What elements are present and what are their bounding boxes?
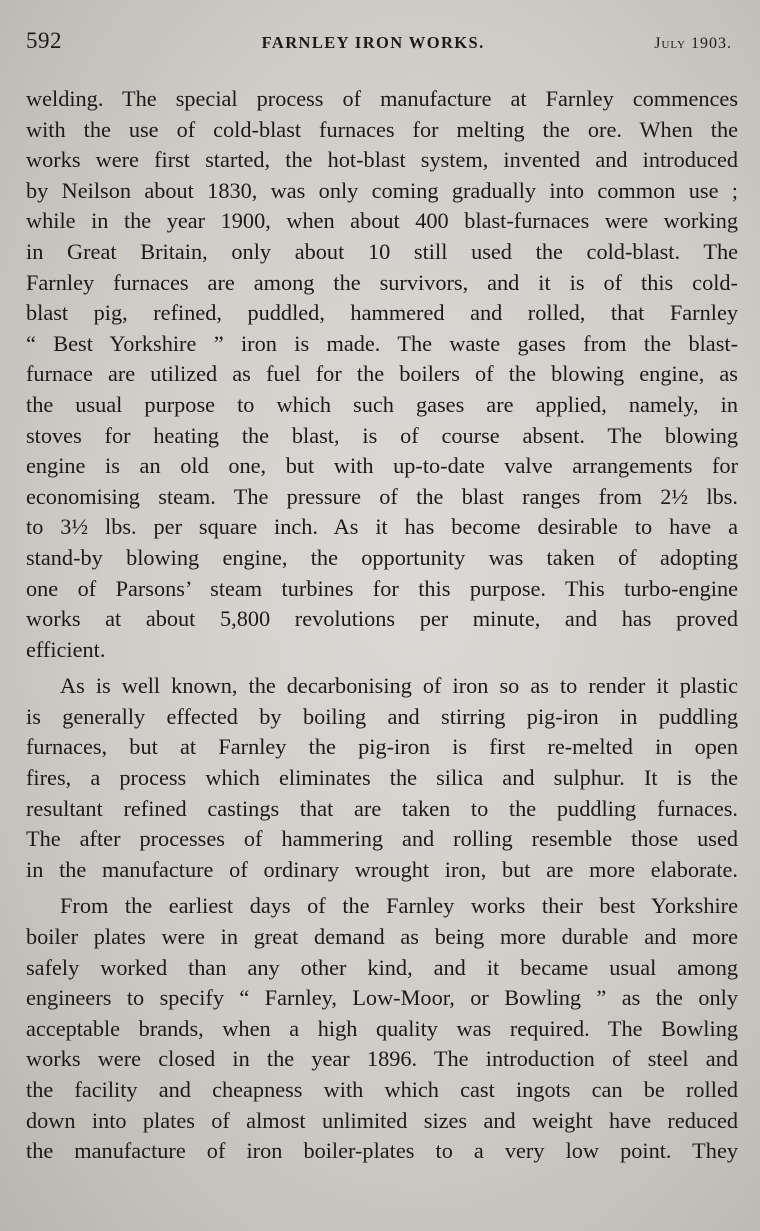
text-line: the usual purpose to which such gases are applied, namely, in — [26, 391, 738, 417]
text-line: with the use of cold-blast furnaces for melting the ore. When the — [26, 116, 738, 142]
text-line: the manufacture of iron boiler-plates to a very low point. They — [26, 1138, 738, 1164]
text-line: From the earliest days of the Farnley works their best Yorkshire — [60, 893, 738, 919]
text-line: resultant refined castings that are taken to the puddling furnaces. — [26, 795, 738, 821]
paragraph — [26, 891, 738, 1166]
text-line: welding. The special process of manufacture at Farnley commences — [26, 86, 738, 111]
text-line: works were closed in the year 1896. The introduction of steel and — [26, 1046, 738, 1072]
text-line: As is well known, the decarbonising of iron so as to render it plastic — [60, 673, 738, 699]
text-line: blast pig, refined, puddled, hammered and rolled, that Farnley — [26, 300, 738, 326]
text-line: the facility and cheapness with which cast ingots can be rolled — [26, 1077, 738, 1102]
text-line: while in the year 1900, when about 400 blast-furnaces were working — [26, 208, 738, 234]
text-line: furnaces, but at Farnley the pig-iron is first re-melted in open — [26, 734, 738, 760]
text-line: works were first started, the hot-blast system, invented and introduced — [26, 147, 738, 173]
text-line: down into plates of almost unlimited sizes and weight have reduced — [26, 1107, 738, 1133]
text-line: efficient. — [26, 636, 106, 662]
page-number: 592 — [26, 28, 62, 53]
running-title: FARNLEY IRON WORKS. — [261, 33, 485, 52]
body-text — [26, 84, 738, 1173]
text-line: in Great Britain, only about 10 still used the cold-blast. The — [26, 238, 738, 264]
text-line: “ Best Yorkshire ” iron is made. The waste gases from the blast- — [26, 330, 738, 356]
text-line: stand-by blowing engine, the opportunity was taken of adopting — [26, 544, 738, 570]
running-header — [26, 28, 732, 58]
text-line: works at about 5,800 revolutions per minute, and has proved — [26, 606, 738, 632]
text-line: fires, a process which eliminates the silica and sulphur. It is the — [26, 765, 738, 791]
text-line: stoves for heating the blast, is of course absent. The blowing — [26, 422, 738, 448]
text-line: economising steam. The pressure of the blast ranges from 2½ lbs. — [26, 483, 738, 509]
text-line: boiler plates were in great demand as being more durable and more — [26, 924, 738, 950]
paragraph-continuation — [26, 84, 738, 665]
text-line: is generally effected by boiling and stirring pig-iron in puddling — [26, 703, 738, 729]
text-line: by Neilson about 1830, was only coming gradually into common use ; — [26, 177, 738, 203]
text-line: acceptable brands, when a high quality was required. The Bowling — [26, 1015, 738, 1041]
text-line: The after processes of hammering and rolling resemble those used — [26, 826, 738, 852]
text-line: in the manufacture of ordinary wrought iron, but are more elaborate. — [26, 856, 738, 882]
text-line: safely worked than any other kind, and it became usual among — [26, 954, 738, 980]
text-line: furnace are utilized as fuel for the boilers of the blowing engine, as — [26, 361, 738, 387]
text-line: to 3½ lbs. per square inch. As it has become desirable to have a — [26, 514, 738, 540]
text-line: one of Parsons’ steam turbines for this purpose. This turbo-engine — [26, 575, 738, 601]
text-line: engine is an old one, but with up-to-date valve arrangements for — [26, 453, 738, 479]
issue-date: July 1903. — [654, 35, 732, 52]
text-line: Farnley furnaces are among the survivors, and it is of this cold- — [26, 269, 738, 295]
text-line: engineers to specify “ Farnley, Low-Moor, or Bowling ” as the only — [26, 985, 738, 1011]
paragraph — [26, 671, 738, 885]
